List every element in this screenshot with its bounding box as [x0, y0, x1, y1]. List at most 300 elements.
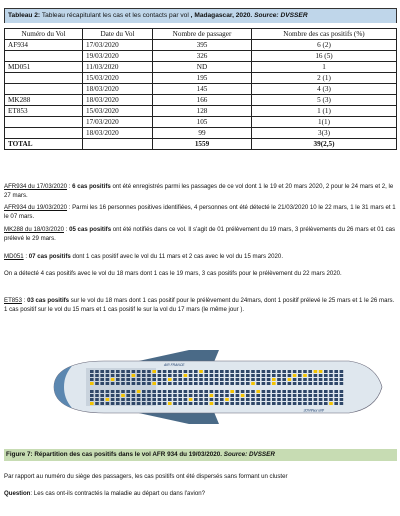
cell-passengers: 326 — [153, 51, 252, 62]
figure-caption-source: Source: DVSSER — [222, 451, 275, 458]
seat-icon — [277, 378, 281, 381]
seat-icon — [340, 378, 344, 381]
seat-icon — [163, 370, 167, 373]
seat-icon — [314, 374, 318, 377]
paragraph-afr934-19 — [4, 203, 397, 221]
seat-icon — [225, 394, 229, 397]
seat-icon — [329, 378, 333, 381]
seat-icon — [256, 402, 260, 405]
paragraph-text: On a détecté 4 cas positifs avec le vol du 18 mars dont 1 cas le 19 mars, 3 cas positifs pour le prélèvement du 22 mars 2020. — [4, 270, 342, 277]
seat-icon — [126, 382, 130, 385]
case-count: 6 cas positifs — [72, 183, 111, 190]
seat-icon — [319, 398, 323, 401]
seat-icon — [288, 394, 292, 397]
seat-icon — [95, 402, 99, 405]
cell-date: 18/03/2020 — [83, 95, 153, 106]
seat-icon — [121, 370, 125, 373]
seat-icon — [111, 382, 115, 385]
seat-icon — [246, 374, 250, 377]
seat-icon — [121, 390, 125, 393]
seat-icon — [241, 402, 245, 405]
seat-icon — [100, 398, 104, 401]
seat-icon — [314, 382, 318, 385]
seat-icon — [147, 394, 151, 397]
seat-icon — [137, 390, 141, 393]
seat-icon — [126, 394, 130, 397]
table-row — [5, 84, 397, 95]
seat-icon — [262, 378, 266, 381]
seat-icon — [215, 390, 219, 393]
seat-icon — [178, 390, 182, 393]
seat-icon — [288, 378, 292, 381]
paragraph-md051 — [4, 252, 397, 261]
seat-icon — [121, 394, 125, 397]
seat-icon — [132, 398, 136, 401]
seat-icon — [282, 370, 286, 373]
seat-icon — [168, 382, 172, 385]
seat-icon — [111, 370, 115, 373]
seat-icon — [220, 398, 224, 401]
seat-icon — [189, 390, 193, 393]
seat-icon — [158, 382, 162, 385]
seat-icon — [132, 382, 136, 385]
seat-icon — [246, 390, 250, 393]
seat-icon — [178, 382, 182, 385]
seat-icon — [95, 374, 99, 377]
seat-icon — [121, 382, 125, 385]
seat-icon — [184, 370, 188, 373]
seat-icon — [314, 370, 318, 373]
seat-icon — [168, 390, 172, 393]
seat-icon — [334, 382, 338, 385]
seat-icon — [184, 402, 188, 405]
seat-icon — [288, 370, 292, 373]
table-row — [5, 117, 397, 128]
seat-icon — [262, 402, 266, 405]
seat-icon — [100, 402, 104, 405]
seat-icon — [303, 374, 307, 377]
cell-flight: ET853 — [5, 106, 83, 117]
seat-icon — [340, 402, 344, 405]
wing-bottom-icon — [134, 412, 219, 424]
seat-icon — [204, 398, 208, 401]
seat-icon — [111, 378, 115, 381]
seat-icon — [334, 370, 338, 373]
seat-icon — [272, 370, 276, 373]
seat-icon — [246, 378, 250, 381]
seat-icon — [267, 394, 271, 397]
seat-icon — [272, 374, 276, 377]
seat-icon — [230, 370, 234, 373]
seat-icon — [194, 394, 198, 397]
seat-icon — [95, 370, 99, 373]
seat-icon — [215, 370, 219, 373]
seat-icon — [116, 398, 120, 401]
seat-icon — [308, 370, 312, 373]
seat-icon — [288, 402, 292, 405]
seat-icon — [303, 402, 307, 405]
cell-date: 11/03/2020 — [83, 62, 153, 73]
seat-icon — [142, 382, 146, 385]
seat-icon — [90, 394, 94, 397]
paragraph-text: sur le vol du 18 mars dont 1 cas positif pour le prélèvement du 24mars, dont 1 positif prélevé le 25 mars et 1 le 26 mars. 1 cas positif sur le vol du 15 mars et 1 cas positif le sur la vol du 17 mars (le même jour ). — [4, 297, 395, 313]
seat-icon — [293, 394, 297, 397]
seat-icon — [236, 378, 240, 381]
seat-icon — [246, 370, 250, 373]
seat-icon — [251, 398, 255, 401]
cell-positive: 6 (2) — [252, 40, 397, 51]
seat-icon — [340, 374, 344, 377]
seat-icon — [334, 374, 338, 377]
seat-icon — [168, 378, 172, 381]
table-total-row — [5, 139, 397, 150]
seat-icon — [303, 390, 307, 393]
seat-icon — [329, 402, 333, 405]
question-text: : Les cas ont-ils contractés la maladie au départ ou dans l'avion? — [30, 490, 206, 497]
seat-icon — [163, 398, 167, 401]
seat-icon — [90, 398, 94, 401]
seat-icon — [178, 402, 182, 405]
seat-icon — [314, 378, 318, 381]
seat-icon — [116, 378, 120, 381]
seat-icon — [324, 402, 328, 405]
seat-icon — [215, 402, 219, 405]
seat-icon — [106, 398, 110, 401]
flight-ref: MD051 — [4, 253, 24, 260]
table-row — [5, 62, 397, 73]
seat-icon — [277, 390, 281, 393]
seat-icon — [199, 370, 203, 373]
seat-icon — [173, 394, 177, 397]
seat-icon — [298, 402, 302, 405]
seat-icon — [178, 394, 182, 397]
cell-date: 19/03/2020 — [83, 51, 153, 62]
seat-icon — [288, 390, 292, 393]
seat-icon — [184, 382, 188, 385]
seat-icon — [215, 374, 219, 377]
seat-icon — [277, 398, 281, 401]
seat-icon — [158, 378, 162, 381]
seat-icon — [147, 374, 151, 377]
cell-passengers: 99 — [153, 128, 252, 139]
cell-passengers: ND — [153, 62, 252, 73]
seat-icon — [100, 390, 104, 393]
seat-icon — [95, 382, 99, 385]
seat-icon — [251, 390, 255, 393]
seat-icon — [230, 374, 234, 377]
seat-icon — [262, 370, 266, 373]
separator: : — [23, 253, 29, 260]
seat-icon — [225, 370, 229, 373]
seat-icon — [314, 398, 318, 401]
seat-icon — [111, 390, 115, 393]
seat-icon — [246, 398, 250, 401]
seat-icon — [246, 394, 250, 397]
seat-icon — [225, 398, 229, 401]
seat-icon — [319, 382, 323, 385]
seat-icon — [329, 370, 333, 373]
seat-icon — [184, 394, 188, 397]
seat-icon — [298, 382, 302, 385]
seat-icon — [204, 374, 208, 377]
seat-icon — [230, 382, 234, 385]
seat-icon — [308, 398, 312, 401]
cell-date: 18/03/2020 — [83, 84, 153, 95]
seat-icon — [329, 390, 333, 393]
seat-icon — [215, 378, 219, 381]
col-header-positive: Nombre des cas positifs (%) — [252, 29, 397, 40]
seat-icon — [324, 370, 328, 373]
seat-icon — [329, 398, 333, 401]
seat-icon — [340, 390, 344, 393]
seat-icon — [293, 390, 297, 393]
aircraft-seat-map — [14, 348, 384, 426]
seat-icon — [272, 398, 276, 401]
seat-icon — [262, 382, 266, 385]
cell-positive: 1 (1) — [252, 106, 397, 117]
airline-label-top: AIR FRANCE — [164, 363, 185, 367]
seat-icon — [158, 374, 162, 377]
seat-icon — [277, 394, 281, 397]
seat-icon — [158, 390, 162, 393]
seat-icon — [111, 398, 115, 401]
case-count: 05 cas positifs — [69, 226, 112, 233]
seat-icon — [277, 370, 281, 373]
table-header-row — [5, 29, 397, 40]
seat-icon — [189, 402, 193, 405]
seat-icon — [178, 378, 182, 381]
seat-icon — [262, 394, 266, 397]
seat-icon — [137, 382, 141, 385]
seat-icon — [121, 378, 125, 381]
seat-icon — [106, 374, 110, 377]
table-row — [5, 95, 397, 106]
seat-icon — [199, 402, 203, 405]
seat-icon — [308, 378, 312, 381]
seat-icon — [236, 402, 240, 405]
seat-icon — [272, 390, 276, 393]
table-row — [5, 106, 397, 117]
cell-date: 18/03/2020 — [83, 128, 153, 139]
seat-icon — [236, 394, 240, 397]
seat-icon — [241, 378, 245, 381]
seat-icon — [230, 394, 234, 397]
cell-flight: MD051 — [5, 62, 83, 73]
seat-icon — [267, 378, 271, 381]
seat-icon — [334, 378, 338, 381]
seat-icon — [126, 390, 130, 393]
cell-flight: MK288 — [5, 95, 83, 106]
seat-icon — [147, 370, 151, 373]
seat-icon — [220, 394, 224, 397]
cell-passengers: 195 — [153, 73, 252, 84]
seat-icon — [256, 382, 260, 385]
seat-icon — [298, 394, 302, 397]
seat-icon — [230, 402, 234, 405]
seat-icon — [132, 402, 136, 405]
flight-ref: AFR934 du 19/03/2020 — [4, 204, 68, 211]
seat-icon — [142, 402, 146, 405]
paragraph-text: ont été enregistrés parmi les passages de ce vol dont 1 le 19 et 20 mars 2020, 2 pour le 24 mars et 2, le 27 mars. — [4, 183, 394, 199]
case-count: 07 cas positifs — [28, 253, 71, 260]
seat-icon — [277, 374, 281, 377]
seat-icon — [267, 390, 271, 393]
seat-icon — [158, 398, 162, 401]
seat-icon — [178, 370, 182, 373]
seat-icon — [163, 402, 167, 405]
seat-icon — [251, 378, 255, 381]
seat-icon — [126, 378, 130, 381]
seat-icon — [184, 378, 188, 381]
seat-icon — [142, 398, 146, 401]
seat-icon — [334, 402, 338, 405]
seat-icon — [173, 402, 177, 405]
wing-top-icon — [134, 350, 219, 362]
seat-icon — [158, 370, 162, 373]
seat-icon — [293, 370, 297, 373]
seat-icon — [256, 378, 260, 381]
seat-icon — [282, 374, 286, 377]
seat-icon — [100, 382, 104, 385]
seat-icon — [303, 378, 307, 381]
seat-icon — [152, 374, 156, 377]
seat-icon — [324, 394, 328, 397]
seat-icon — [215, 394, 219, 397]
seat-icon — [158, 402, 162, 405]
table-row — [5, 40, 397, 51]
seat-icon — [303, 382, 307, 385]
seat-icon — [225, 378, 229, 381]
seat-icon — [241, 374, 245, 377]
cell-flight — [5, 117, 83, 128]
separator: : — [21, 297, 28, 304]
seat-icon — [293, 398, 297, 401]
seat-icon — [236, 370, 240, 373]
closing-question — [4, 489, 397, 498]
seat-icon — [319, 370, 323, 373]
seat-icon — [189, 394, 193, 397]
table-row — [5, 51, 397, 62]
cell-date: 17/03/2020 — [83, 40, 153, 51]
figure-caption-prefix: Figure 7: — [6, 451, 33, 458]
flight-ref: ET853 — [4, 297, 22, 304]
seat-icon — [324, 374, 328, 377]
seat-icon — [137, 374, 141, 377]
seat-icon — [121, 374, 125, 377]
seat-icon — [298, 398, 302, 401]
seat-icon — [106, 382, 110, 385]
seat-icon — [334, 398, 338, 401]
seat-icon — [194, 398, 198, 401]
seat-icon — [204, 370, 208, 373]
seat-icon — [282, 394, 286, 397]
col-header-date: Date du Vol — [83, 29, 153, 40]
seat-icon — [100, 394, 104, 397]
cell-positive: 4 (3) — [252, 84, 397, 95]
separator: : — [63, 226, 70, 233]
seat-icon — [121, 402, 125, 405]
seat-icon — [340, 398, 344, 401]
flight-cases-table — [4, 28, 397, 150]
seat-icon — [241, 394, 245, 397]
seat-icon — [308, 390, 312, 393]
seat-icon — [137, 398, 141, 401]
seat-icon — [90, 370, 94, 373]
seat-icon — [194, 390, 198, 393]
seat-icon — [95, 378, 99, 381]
paragraph-et853 — [4, 296, 397, 314]
seat-icon — [308, 382, 312, 385]
seat-icon — [173, 370, 177, 373]
seat-icon — [210, 382, 214, 385]
seat-icon — [163, 390, 167, 393]
seat-icon — [152, 382, 156, 385]
seat-icon — [199, 382, 203, 385]
seat-icon — [126, 370, 130, 373]
seat-icon — [230, 378, 234, 381]
seat-icon — [163, 374, 167, 377]
seat-icon — [95, 398, 99, 401]
seat-icon — [324, 378, 328, 381]
seat-icon — [168, 374, 172, 377]
seat-icon — [220, 390, 224, 393]
separator: : — [67, 183, 73, 190]
cell-flight — [5, 84, 83, 95]
seat-icon — [142, 378, 146, 381]
seat-icon — [189, 382, 193, 385]
seat-icon — [277, 382, 281, 385]
seat-icon — [293, 378, 297, 381]
cell-date: 15/03/2020 — [83, 106, 153, 117]
seat-icon — [106, 394, 110, 397]
paragraph-md051-detail — [4, 269, 397, 278]
seat-icon — [340, 382, 344, 385]
seat-icon — [329, 374, 333, 377]
seat-icon — [163, 378, 167, 381]
seat-icon — [121, 398, 125, 401]
seat-icon — [100, 370, 104, 373]
cell-flight — [5, 73, 83, 84]
cell-total-positive: 39(2,5) — [252, 139, 397, 150]
seat-icon — [334, 390, 338, 393]
seat-icon — [184, 398, 188, 401]
seat-icon — [288, 382, 292, 385]
seat-icon — [340, 370, 344, 373]
seat-icon — [199, 398, 203, 401]
seat-icon — [225, 382, 229, 385]
case-count: 03 cas positifs — [27, 297, 70, 304]
seat-icon — [189, 378, 193, 381]
seat-icon — [194, 378, 198, 381]
seat-icon — [241, 382, 245, 385]
seat-icon — [137, 378, 141, 381]
cell-flight — [5, 128, 83, 139]
seat-icon — [308, 374, 312, 377]
seat-icon — [111, 394, 115, 397]
seat-icon — [152, 398, 156, 401]
seat-icon — [303, 370, 307, 373]
seat-icon — [106, 390, 110, 393]
seat-icon — [267, 382, 271, 385]
seat-icon — [184, 390, 188, 393]
seat-icon — [262, 398, 266, 401]
seat-icon — [220, 382, 224, 385]
figure-caption-title: Répartition des cas positifs dans le vol AFR 934 du 19/03/2020. — [32, 451, 223, 458]
table-caption-place: , Madagascar, 2020. — [190, 12, 253, 19]
seat-icon — [199, 378, 203, 381]
paragraph-text: dont 1 cas positif avec le vol du 11 mars et 2 cas avec le vol du 15 mars 2020. — [70, 253, 284, 260]
seat-icon — [225, 402, 229, 405]
